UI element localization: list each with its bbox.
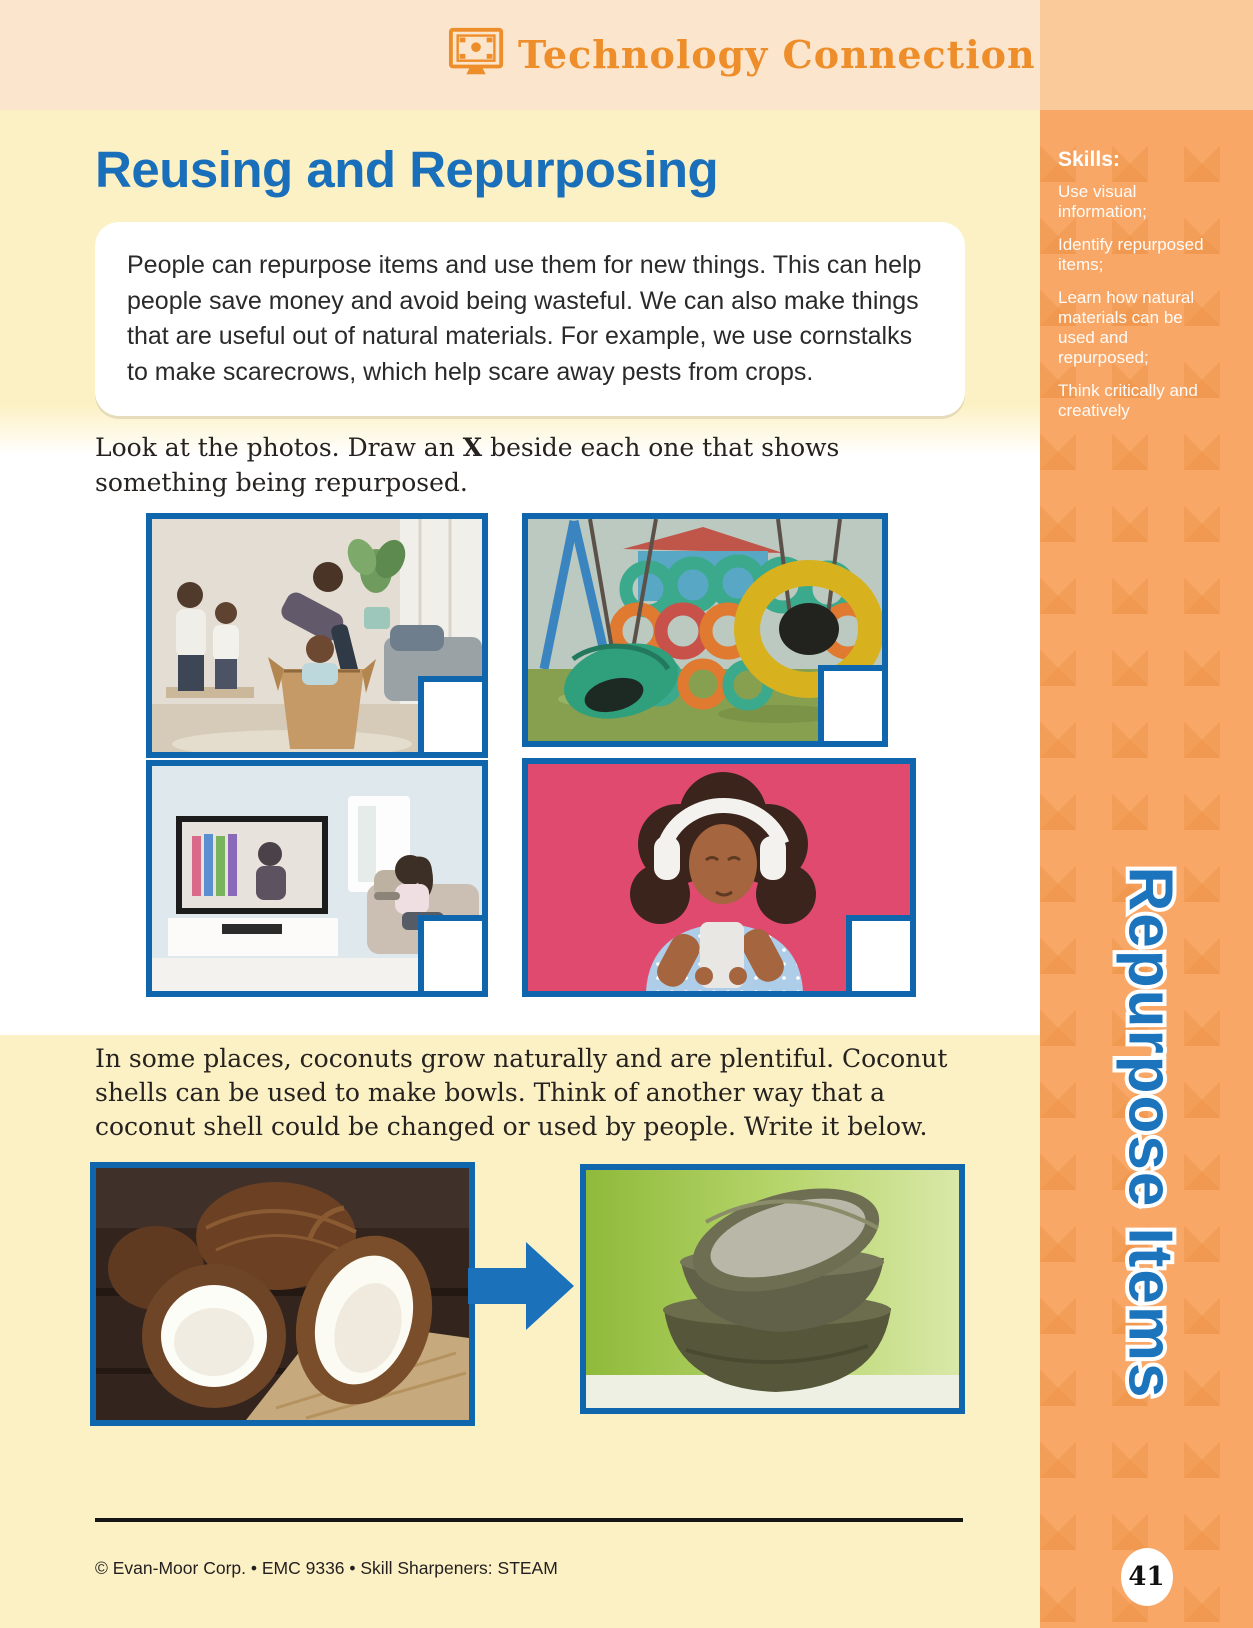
main-content	[0, 110, 1040, 1628]
coconuts-photo	[90, 1162, 475, 1426]
footer-credit: © Evan-Moor Corp. • EMC 9336 • Skill Sharpeners: STEAM	[95, 1558, 558, 1578]
instruction-text: Look at the photos. Draw an	[95, 433, 463, 462]
page-number-badge	[1121, 1548, 1173, 1606]
corner-block	[1040, 0, 1253, 110]
skills-panel	[1058, 148, 1218, 434]
answer-box-3[interactable]	[418, 915, 488, 997]
instruction-bold-x: X	[462, 433, 483, 462]
girl-headphones-phone-photo	[522, 758, 916, 997]
header-title: Technology Connection	[518, 32, 1036, 77]
skills-heading: Skills:	[1058, 148, 1120, 171]
right-arrow-icon	[468, 1240, 576, 1332]
vertical-tab-title	[1040, 778, 1253, 1488]
monitor-icon	[448, 26, 506, 83]
intro-card	[95, 222, 965, 416]
svg-text:Repurpose Items: Repurpose Items	[1115, 866, 1185, 1400]
skill-item: Use visual information;	[1058, 182, 1147, 222]
skill-item: Learn how natural materials can be used and repurposed;	[1058, 288, 1195, 368]
page-number: 41	[1128, 1562, 1165, 1592]
intro-paragraph: People can repurpose items and use them for new things. This can help people save money and avoid being wasteful. We can also make things that are useful out of natural materials. For example, we use cornstalks to make scarecrows, which help scare away pests from crops.	[127, 251, 922, 386]
answer-line[interactable]	[95, 1518, 963, 1522]
skill-item: Identify repurposed items;	[1058, 235, 1204, 275]
family-cardboard-box-photo	[146, 513, 488, 758]
coconut-bowls-photo	[580, 1164, 965, 1414]
skill-item: Think critically and creatively	[1058, 381, 1198, 421]
instruction-text: beside each one that shows something being repurposed.	[95, 433, 840, 497]
sidebar	[1040, 110, 1253, 1628]
girl-watching-tv-photo	[146, 760, 488, 997]
activity1-instruction	[95, 430, 975, 500]
technology-connection-header	[448, 26, 1036, 83]
tire-playground-photo	[522, 513, 888, 747]
answer-box-1[interactable]	[418, 676, 488, 758]
page-title: Reusing and Repurposing	[95, 141, 719, 198]
activity2-instruction: In some places, coconuts grow naturally and are plentiful. Coconut shells can be used to make bowls. Think of another way that a coconut shell could be changed or used by people. Write it below.	[95, 1044, 948, 1141]
answer-box-2[interactable]	[818, 665, 888, 747]
answer-box-4[interactable]	[846, 915, 916, 997]
